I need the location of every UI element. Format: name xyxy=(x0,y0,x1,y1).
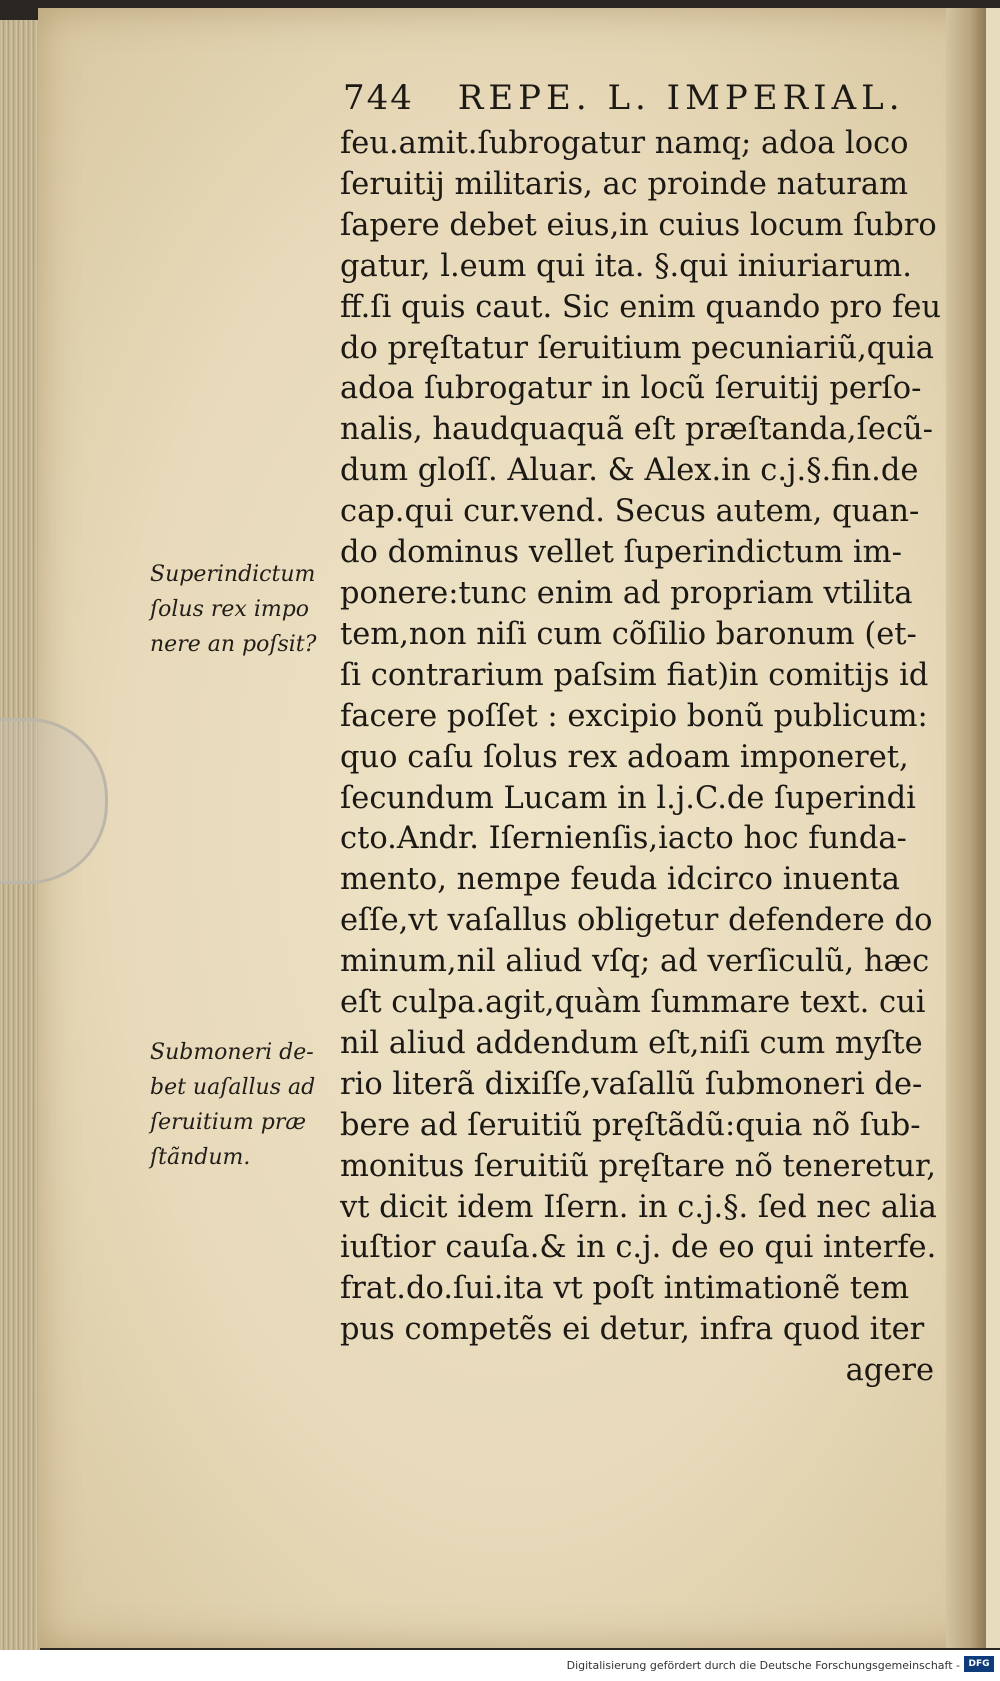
text-line: cto.Andr. Iſernienſis,iacto hoc funda- xyxy=(340,821,907,857)
text-line: eſt culpa.agit,quàm ſummare text. cui xyxy=(340,985,926,1021)
marginal-note-line: ſeruitium præ xyxy=(150,1110,307,1135)
page-number: 744 xyxy=(343,78,414,118)
marginal-note-superindictum xyxy=(150,557,325,662)
text-line: ff.ſi quis caut. Sic enim quando pro feu xyxy=(340,289,942,325)
marginal-note-line: Submoneri de- xyxy=(150,1040,314,1065)
text-line: nil aliud addendum eſt,niſi cum myſte xyxy=(340,1025,923,1061)
marginal-note-submoneri xyxy=(150,1035,325,1175)
main-text-block xyxy=(340,124,940,1392)
text-line: iuſtior cauſa.& in c.j. de eo qui interfe. xyxy=(340,1230,937,1266)
digitization-credit: Digitalisierung gefördert durch die Deutsche Forschungsgemeinschaft - xyxy=(566,1659,960,1672)
running-title: REPE. L. IMPERIAL. xyxy=(457,78,905,118)
catchword: agere xyxy=(845,1353,934,1389)
footer-bar xyxy=(0,1650,1000,1681)
text-line: ſi contrarium paſsim fiat)in comitijs id xyxy=(340,657,929,693)
marginal-note-line: ſolus rex impo xyxy=(150,597,310,622)
text-line: do pręſtatur ſeruitium pecuniariũ,quia xyxy=(340,330,934,366)
text-line: frat.do.ſui.ita vt poſt intimationẽ tem xyxy=(340,1271,910,1307)
marginal-note-line: bet uaſallus ad xyxy=(150,1075,316,1100)
text-line: ſeruitij militaris, ac proinde naturam xyxy=(340,166,908,202)
text-line: gatur, l.eum qui ita. §.qui iniuriarum. xyxy=(340,248,912,284)
text-line: ſapere debet eius,in cuius locum ſubro xyxy=(340,207,937,243)
text-line: bere ad ſeruitiũ pręſtãdũ:quia nõ ſub- xyxy=(340,1107,921,1143)
text-line: do dominus vellet ſuperindictum im- xyxy=(340,535,902,571)
dfg-logo: DFG xyxy=(964,1656,994,1672)
marginal-note-line: ſtãndum. xyxy=(150,1145,251,1170)
text-line: nalis, haudquaquã eſt præſtanda,ſecũ- xyxy=(340,412,933,448)
page-gutter xyxy=(946,8,986,1648)
text-line: mento, nempe feuda idcirco inuenta xyxy=(340,862,900,898)
text-line: minum,nil aliud vſq; ad verſiculũ, hæc xyxy=(340,944,930,980)
text-line: pus competẽs ei detur, infra quod iter xyxy=(340,1312,925,1348)
text-line: monitus ſeruitiũ pręſtare nõ teneretur, xyxy=(340,1148,936,1184)
text-line: cap.qui cur.vend. Secus autem, quan- xyxy=(340,494,920,530)
text-line: quo caſu ſolus rex adoam imponeret, xyxy=(340,739,909,775)
text-line: eſſe,vt vaſallus obligetur defendere do xyxy=(340,903,933,939)
facing-page-edge xyxy=(986,8,1000,1648)
text-line: ponere:tunc enim ad propriam vtilita xyxy=(340,575,913,611)
marginal-note-line: nere an poſsit? xyxy=(150,632,317,657)
text-line: rio literã dixiſſe,vaſallũ ſubmoneri de- xyxy=(340,1066,923,1102)
text-line: adoa ſubrogatur in locũ ſeruitij perſo- xyxy=(340,371,922,407)
text-line: feu.amit.ſubrogatur namq; adoa loco xyxy=(340,126,909,161)
text-line: ſecundum Lucam in l.j.C.de ſuperindi xyxy=(340,780,916,816)
text-line: dum gloſſ. Aluar. & Alex.in c.j.§.fin.de xyxy=(340,453,919,489)
running-header xyxy=(343,78,903,118)
text-line: tem,non niſi cum cõſilio baronum (et- xyxy=(340,616,917,652)
marginal-note-line: Superindictum xyxy=(150,562,316,587)
text-line: facere poſſet : excipio bonũ publicum: xyxy=(340,698,928,734)
text-line: vt dicit idem Iſern. in c.j.§. ſed nec alia xyxy=(340,1189,937,1225)
